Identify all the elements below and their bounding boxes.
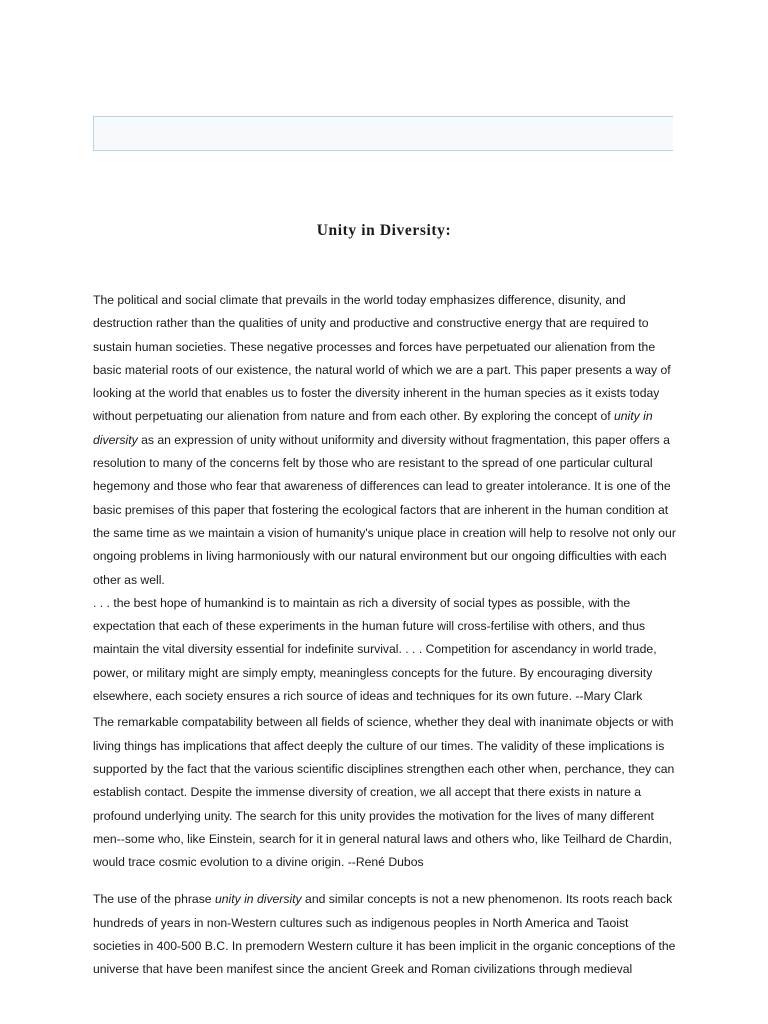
paragraph-history-text-a: The use of the phrase: [93, 892, 215, 907]
paragraph-intro: [93, 289, 679, 592]
paragraph-history: [93, 888, 679, 981]
quote-rene-dubos: The remarkable compatability between all fields of science, whether they deal with inanimate objects or with living things has implications that affect deeply the culture of our times. The validity of these implications is supported by the fact that the various scientific disciplines strengthen each other when, perchance, they can establish contact. Despite the immense diversity of creation, we all accept that there exists in nature a profound underlying unity. The search for this unity provides the motivation for the lives of many different men--some who, like Einstein, search for it in general natural laws and others who, like Teilhard de Chardin, would trace cosmic evolution to a divine origin. --René Dubos: [93, 715, 675, 870]
paragraph-intro-emphasis: unity in diversity: [93, 409, 653, 447]
header-banner-box: [93, 116, 673, 151]
paragraph-intro-text-b: as an expression of unity without uniformity and diversity without fragmentation, this paper offers a resolution to many of the concerns felt by those who are resistant to the spread of one particular cultural hegemony and those who fear that awareness of differences can lead to greater intolerance. It is one of the basic premises of this paper that fostering the ecological factors that are inherent in the human condition at the same time as we maintain a vision of humanity's unique place in creation will help to resolve not only our ongoing problems in living harmoniously with our natural environment but our ongoing difficulties with each other as well.: [93, 432, 676, 587]
paragraph-intro-text-a: The political and social climate that prevails in the world today emphasizes difference, disunity, and destruction rather than the qualities of unity and productive and constructive energy that are required to sustain human societies. These negative processes and forces have perpetuated our alienation from the basic material roots of our existence, the natural world of which we are a part. This paper presents a way of looking at the world that enables us to foster the diversity inherent in the human species as it exists today without perpetuating our alienation from nature and from each other. By exploring the concept of: [93, 293, 671, 424]
document-body: [93, 289, 679, 982]
paragraph-history-text-b: and similar concepts is not a new phenomenon. Its roots reach back hundreds of years in non-Western cultures such as indigenous peoples in North America and Taoist societies in 400-500 B.C. In premodern Western culture it has been implicit in the organic conceptions of the universe that have been manifest since the ancient Greek and Roman civilizations through medieval: [93, 892, 676, 977]
quote-mary-clark: . . . the best hope of humankind is to maintain as rich a diversity of social types as possible, with the expectation that each of these experiments in the human future will cross-fertilise with others, and thus maintain the vital diversity essential for indefinite survival. . . . Competition for ascendancy in world trade, power, or military might are simply empty, meaningless concepts for the future. By encouraging diversity elsewhere, each society ensures a rich source of ideas and techniques for its own future. --Mary Clark: [93, 595, 657, 704]
document-title: Unity in Diversity:: [316, 222, 452, 239]
paragraph-history-emphasis: unity in diversity: [214, 892, 302, 907]
